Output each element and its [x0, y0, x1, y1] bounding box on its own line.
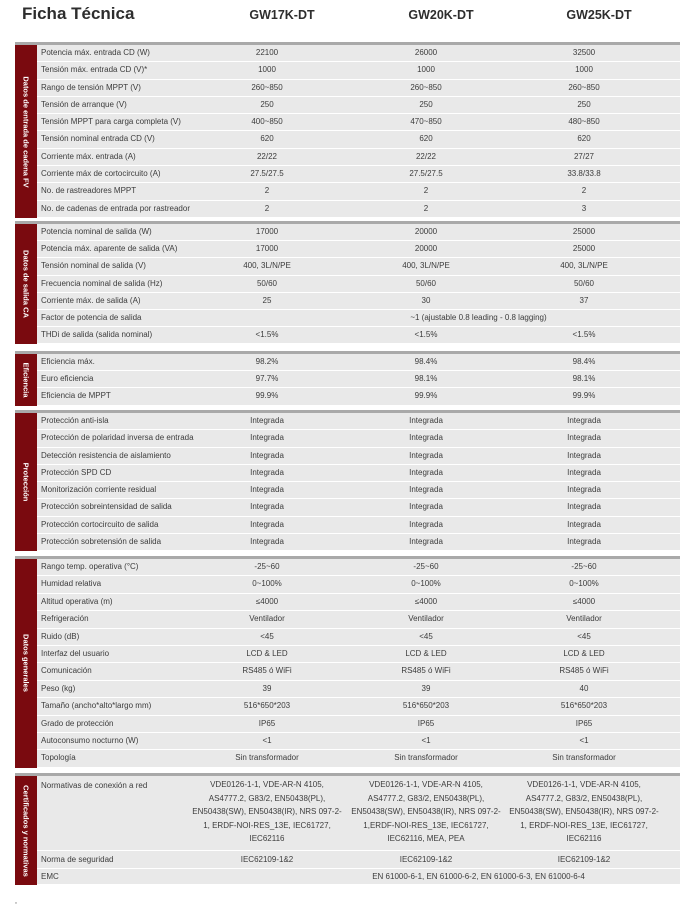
table-row: [37, 166, 680, 183]
row-value-model-3: 0~100%: [569, 579, 599, 589]
table-row: [37, 114, 680, 131]
row-value-model-2: 260~850: [410, 82, 442, 92]
row-value-model-2: 250: [419, 99, 433, 109]
row-value-model-1: <1.5%: [255, 330, 279, 340]
row-label: Refrigeración: [41, 614, 89, 624]
row-label: Tensión de arranque (V): [41, 99, 127, 109]
row-value-model-1: 2: [264, 186, 270, 196]
row-value-model-2: Integrada: [409, 502, 443, 512]
table-row: [37, 310, 680, 327]
row-value-model-2: <1: [421, 735, 431, 745]
row-value-model-3: Integrada: [567, 416, 601, 425]
table-row: [37, 576, 680, 593]
row-value-model-1: 260~850: [251, 82, 283, 92]
section-0: [15, 42, 680, 218]
row-label: EMC: [41, 872, 59, 881]
section-4: [15, 556, 680, 768]
table-row: [37, 465, 680, 482]
row-label: Monitorización corriente residual: [41, 485, 157, 495]
row-value-model-3: 27/27: [573, 151, 595, 161]
row-value-model-3: 3: [581, 203, 587, 213]
row-label: Topología: [41, 753, 76, 763]
row-value-model-2: Sin transformador: [394, 753, 458, 763]
row-value-model-2: 98.4%: [414, 357, 438, 366]
table-row: [37, 750, 680, 767]
row-value-model-3: <45: [577, 631, 591, 641]
row-value-model-2: ≤4000: [414, 596, 438, 606]
row-label: Protección sobreintensidad de salida: [41, 502, 172, 512]
section-label: Datos de entrada de cadena FV: [21, 75, 31, 188]
row-value-model-1: IP65: [258, 718, 276, 728]
row-label: Potencia máx. entrada CD (W): [41, 48, 150, 57]
table-row: [37, 869, 680, 885]
row-value-model-1: Integrada: [250, 485, 284, 495]
row-label: Altitud operativa (m): [41, 596, 113, 606]
row-value-model-3: 40: [579, 683, 589, 693]
row-value-model-1: Integrada: [250, 467, 284, 477]
row-label: Peso (kg): [41, 683, 76, 693]
row-value-model-1: 22100: [255, 48, 279, 57]
section-label: Protección: [21, 462, 31, 502]
section-label: Datos de salida CA: [21, 250, 31, 319]
table-row: [37, 131, 680, 148]
row-value-model-3: 98.1%: [572, 374, 596, 384]
row-value-model-3: Integrada: [567, 519, 601, 529]
section-label-bar: [15, 776, 37, 885]
row-label: THDi de salida (salida nominal): [41, 330, 153, 340]
table-row: [37, 448, 680, 465]
table-row: [37, 611, 680, 628]
section-label: Datos generales: [21, 634, 31, 693]
model-header-3: GW25K-DT: [566, 8, 632, 22]
row-label: Protección anti-isla: [41, 416, 109, 425]
row-value-model-1: 400~850: [251, 117, 283, 127]
row-value-model-3: 33.8/33.8: [567, 169, 601, 179]
row-value-model-2: 50/60: [415, 278, 437, 288]
table-row: [37, 559, 680, 576]
row-label: Tensión nominal de salida (V): [41, 261, 146, 271]
row-value-model-2: Integrada: [409, 433, 443, 443]
row-value-model-2: Integrada: [409, 485, 443, 495]
row-value-model-3: -25~60: [571, 562, 597, 571]
row-value-model-1: ≤4000: [255, 596, 279, 606]
row-value-model-2: 2: [423, 186, 429, 196]
row-value-model-1: Integrada: [250, 433, 284, 443]
row-value-model-1: 0~100%: [252, 579, 282, 589]
row-value-model-2: 20000: [414, 227, 438, 236]
table-row: [37, 499, 680, 516]
row-value-model-1: Integrada: [250, 537, 284, 547]
row-value-model-3: ≤4000: [572, 596, 596, 606]
row-value-model-3: LCD & LED: [563, 648, 605, 658]
row-value-model-3: 98.4%: [572, 357, 596, 366]
table-row: [37, 413, 680, 430]
row-value-model-3: Integrada: [567, 450, 601, 460]
row-value-model-2: 0~100%: [411, 579, 441, 589]
row-value-model-1: RS485 ó WiFi: [242, 666, 292, 676]
row-value-model-2: 30: [421, 295, 431, 305]
row-value-model-2: <45: [419, 631, 433, 641]
row-label: Protección de polaridad inversa de entrada: [41, 433, 194, 443]
row-value-model-1: Sin transformador: [235, 753, 299, 763]
row-value-model-2: 26000: [414, 48, 438, 57]
row-value-model-1: 97.7%: [255, 374, 279, 384]
row-value-model-1: Integrada: [250, 519, 284, 529]
row-value-model-2: Integrada: [409, 450, 443, 460]
table-row: [37, 258, 680, 275]
row-value-all-models: ~1 (ajustable 0.8 leading - 0.8 lagging): [410, 312, 547, 322]
row-value-model-2: 99.9%: [414, 391, 438, 401]
row-label: Grado de protección: [41, 718, 114, 728]
row-value-model-1: LCD & LED: [246, 648, 288, 658]
row-label: Protección cortocircuito de salida: [41, 519, 159, 529]
row-value-all-models: EN 61000-6-1, EN 61000-6-2, EN 61000-6-3, EN 61000-6-4: [372, 872, 585, 881]
table-row: [37, 276, 680, 293]
row-value-model-2: 20000: [414, 244, 438, 254]
row-value-model-2: 470~850: [410, 117, 442, 127]
row-value-model-2: RS485 ó WiFi: [401, 666, 451, 676]
row-value-model-1: <1: [262, 735, 272, 745]
row-label: Interfaz del usuario: [41, 648, 110, 658]
section-label-bar: [15, 413, 37, 551]
row-value-model-3: Sin transformador: [552, 753, 616, 763]
row-value-model-1: Integrada: [250, 416, 284, 425]
row-value-model-3: 2: [581, 186, 587, 196]
row-value-model-3: 25000: [572, 244, 596, 254]
row-value-model-1: Integrada: [250, 502, 284, 512]
row-value-model-2: 27.5/27.5: [409, 169, 443, 179]
row-value-model-3: VDE0126-1-1, VDE-AR-N 4105, AS4777.2, G83/2, EN50438(PL), EN50438(SW), EN50438(IR), NRS 097-2-1, ERDF-NOI-RES_13E, IEC61727, IEC62116: [509, 780, 659, 843]
row-value-model-2: 620: [419, 134, 433, 144]
row-value-model-3: RS485 ó WiFi: [559, 666, 609, 676]
table-row: [37, 224, 680, 241]
row-label: Eficiencia máx.: [41, 357, 95, 366]
row-value-model-2: 516*650*203: [402, 701, 450, 711]
model-header-2: GW20K-DT: [408, 8, 474, 22]
table-row: [37, 663, 680, 680]
table-row: [37, 62, 680, 79]
section-5: [15, 773, 680, 885]
row-value-model-3: 480~850: [568, 117, 600, 127]
row-value-model-1: 98.2%: [255, 357, 279, 366]
row-value-model-2: -25~60: [413, 562, 439, 571]
row-value-model-3: 250: [577, 99, 591, 109]
row-label: Corriente máx. de salida (A): [41, 295, 141, 305]
table-row: [37, 534, 680, 551]
row-value-model-2: IEC62109-1&2: [399, 855, 453, 864]
row-value-model-2: Integrada: [409, 416, 443, 425]
row-value-model-3: 260~850: [568, 82, 600, 92]
row-value-model-3: <1: [579, 735, 589, 745]
row-value-model-3: Integrada: [567, 433, 601, 443]
table-row: [37, 241, 680, 258]
table-row: [37, 594, 680, 611]
row-value-model-3: Integrada: [567, 537, 601, 547]
table-row: [37, 388, 680, 405]
table-row: [37, 45, 680, 62]
row-label: Normativas de conexión a red: [41, 781, 148, 790]
row-value-model-3: IEC62109-1&2: [557, 855, 611, 864]
row-value-model-1: 17000: [255, 227, 279, 236]
row-label: Tensión máx. entrada CD (V)*: [41, 65, 148, 75]
footnote-mark: *: [15, 902, 17, 908]
row-label: Potencia nominal de salida (W): [41, 227, 152, 236]
row-value-model-2: VDE0126-1-1, VDE-AR-N 4105, AS4777.2, G83/2, EN50438(PL), EN50438(SW), EN50438(IR), NRS 097-2-1,ERDF-NOI-RES_13E, IEC61727, IEC62116, MEA, PEA: [351, 780, 501, 843]
row-label: Tensión MPPT para carga completa (V): [41, 117, 181, 127]
row-value-model-2: 400, 3L/N/PE: [402, 261, 450, 271]
row-value-model-2: LCD & LED: [405, 648, 447, 658]
row-label: Comunicación: [41, 666, 92, 676]
row-value-model-1: 2: [264, 203, 270, 213]
row-value-model-2: 1000: [417, 65, 435, 75]
table-row: [37, 776, 680, 851]
section-label-bar: [15, 559, 37, 768]
row-value-model-2: 98.1%: [414, 374, 438, 384]
row-value-model-2: <1.5%: [414, 330, 438, 340]
row-label: Norma de seguridad: [41, 855, 114, 864]
row-value-model-3: 37: [579, 295, 589, 305]
row-value-model-3: Ventilador: [566, 614, 602, 624]
table-row: [37, 733, 680, 750]
row-value-model-3: 50/60: [573, 278, 595, 288]
row-value-model-3: Integrada: [567, 485, 601, 495]
row-value-model-2: 39: [421, 683, 431, 693]
row-value-model-3: Integrada: [567, 502, 601, 512]
row-value-model-3: 516*650*203: [560, 701, 608, 711]
table-row: [37, 698, 680, 715]
row-value-model-2: Integrada: [409, 519, 443, 529]
table-row: [37, 851, 680, 869]
row-value-model-2: 22/22: [415, 151, 437, 161]
row-label: Detección resistencia de aislamiento: [41, 450, 171, 460]
row-value-model-3: 1000: [575, 65, 593, 75]
table-row: [37, 517, 680, 534]
table-row: [37, 371, 680, 388]
row-label: Corriente máx. entrada (A): [41, 151, 136, 161]
table-row: [37, 646, 680, 663]
table-row: [37, 354, 680, 371]
table-row: [37, 293, 680, 310]
section-label: Certificados y normativas: [21, 784, 31, 877]
table-row: [37, 97, 680, 114]
section-1: [15, 221, 680, 344]
row-label: Eficiencia de MPPT: [41, 391, 111, 401]
table-row: [37, 430, 680, 447]
row-value-model-2: Integrada: [409, 467, 443, 477]
row-value-model-1: 99.9%: [255, 391, 279, 401]
row-value-model-3: 620: [577, 134, 591, 144]
row-value-model-1: <45: [260, 631, 274, 641]
section-3: [15, 410, 680, 551]
row-label: Ruido (dB): [41, 631, 80, 641]
row-label: Frecuencia nominal de salida (Hz): [41, 278, 163, 288]
section-label-bar: [15, 224, 37, 344]
row-value-model-2: IP65: [417, 718, 435, 728]
row-value-model-1: 22/22: [256, 151, 278, 161]
table-row: [37, 716, 680, 733]
row-value-model-3: 99.9%: [572, 391, 596, 401]
section-label: Eficiencia: [21, 362, 31, 398]
row-value-model-3: 400, 3L/N/PE: [560, 261, 608, 271]
row-value-model-1: -25~60: [254, 562, 280, 571]
row-label: Tamaño (ancho*alto*largo mm): [41, 701, 152, 711]
table-row: [37, 201, 680, 218]
row-label: No. de cadenas de entrada por rastreador: [41, 203, 190, 213]
row-value-model-1: 620: [260, 134, 274, 144]
row-label: Rango temp. operativa (°C): [41, 562, 139, 571]
row-value-model-1: 39: [262, 683, 272, 693]
row-value-model-1: Ventilador: [249, 614, 285, 624]
row-label: Tensión nominal entrada CD (V): [41, 134, 155, 144]
row-value-model-1: 50/60: [256, 278, 278, 288]
table-row: [37, 482, 680, 499]
row-value-model-1: Integrada: [250, 450, 284, 460]
row-value-model-1: 516*650*203: [243, 701, 291, 711]
row-label: Protección SPD CD: [41, 467, 112, 477]
row-value-model-1: IEC62109-1&2: [240, 855, 294, 864]
row-value-model-1: 1000: [258, 65, 276, 75]
row-label: Rango de tensión MPPT (V): [41, 82, 141, 92]
row-value-model-2: Integrada: [409, 537, 443, 547]
row-label: No. de rastreadores MPPT: [41, 186, 137, 196]
row-value-model-3: 32500: [572, 48, 596, 57]
table-row: [37, 80, 680, 97]
row-value-model-3: <1.5%: [572, 330, 596, 340]
row-label: Euro eficiencia: [41, 374, 94, 384]
table-row: [37, 149, 680, 166]
row-label: Corriente máx de cortocircuito (A): [41, 169, 161, 179]
row-value-model-3: IP65: [575, 718, 593, 728]
section-label-bar: [15, 45, 37, 218]
row-label: Autoconsumo nocturno (W): [41, 735, 139, 745]
row-value-model-1: VDE0126-1-1, VDE-AR-N 4105, AS4777.2, G83/2, EN50438(PL), EN50438(SW), EN50438(IR), NRS 097-2-1, ERDF-NOI-RES_13E, IEC61727, IEC62116: [192, 780, 342, 843]
row-value-model-1: 27.5/27.5: [250, 169, 284, 179]
row-value-model-1: 25: [262, 295, 272, 305]
table-row: [37, 327, 680, 344]
row-value-model-1: 250: [260, 99, 274, 109]
model-header-1: GW17K-DT: [249, 8, 315, 22]
table-row: [37, 629, 680, 646]
row-value-model-2: 2: [423, 203, 429, 213]
section-2: [15, 351, 680, 406]
row-label: Humidad relativa: [41, 579, 102, 589]
page-title: Ficha Técnica: [22, 4, 135, 23]
row-label: Protección sobretensión de salida: [41, 537, 162, 547]
row-value-model-2: Ventilador: [408, 614, 444, 624]
section-label-bar: [15, 354, 37, 406]
row-value-model-1: 17000: [255, 244, 279, 254]
row-label: Potencia máx. aparente de salida (VA): [41, 244, 178, 254]
row-value-model-3: Integrada: [567, 467, 601, 477]
row-label: Factor de potencia de salida: [41, 312, 142, 322]
table-row: [37, 681, 680, 698]
row-value-model-3: 25000: [572, 227, 596, 236]
table-row: [37, 183, 680, 200]
row-value-model-1: 400, 3L/N/PE: [243, 261, 291, 271]
